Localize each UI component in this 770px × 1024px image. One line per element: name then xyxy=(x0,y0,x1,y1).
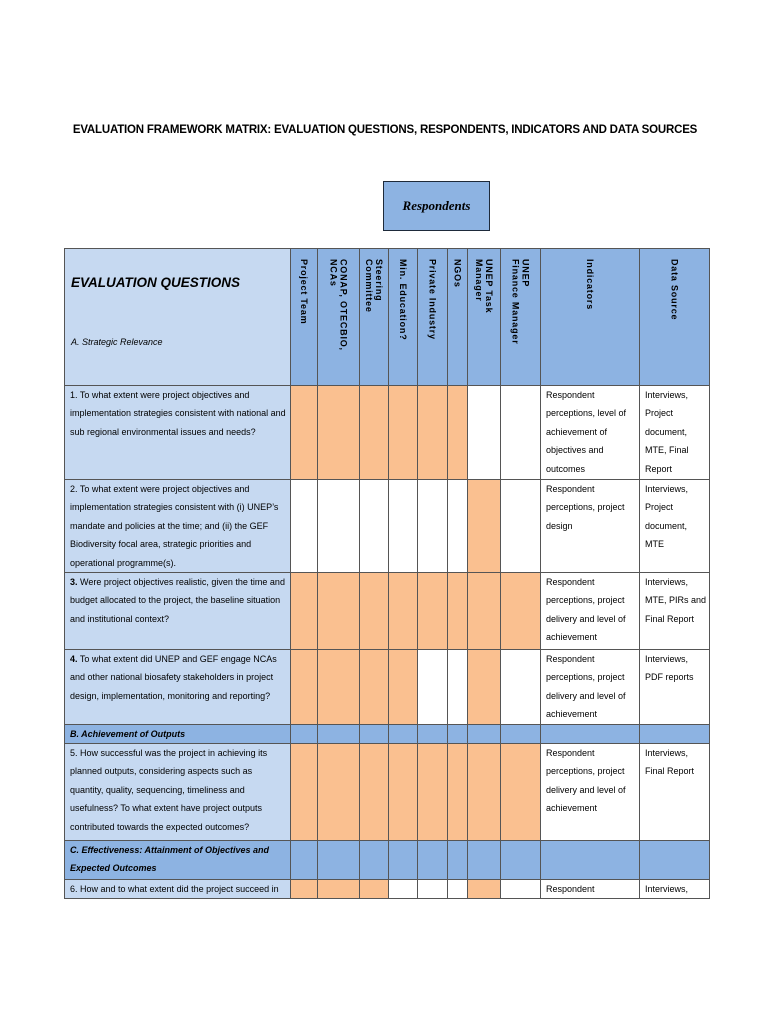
respondent-cell-empty xyxy=(448,880,468,899)
evaluation-matrix-table xyxy=(64,248,710,899)
respondent-cell-marked xyxy=(389,386,418,480)
respondent-cell-marked xyxy=(318,386,360,480)
section-fill-cell xyxy=(640,841,710,880)
respondent-cell-empty xyxy=(389,880,418,899)
respondent-cell-empty xyxy=(501,650,541,725)
respondent-cell-marked xyxy=(360,386,389,480)
respondent-cell-empty xyxy=(418,880,448,899)
section-fill-cell xyxy=(360,841,389,880)
section-fill-cell xyxy=(640,724,710,743)
respondent-cell-marked xyxy=(468,880,501,899)
respondent-cell-marked xyxy=(360,573,389,650)
data-source-cell: Interviews, PDF reports xyxy=(640,650,710,725)
question-cell xyxy=(65,573,291,650)
section-fill-cell xyxy=(448,841,468,880)
respondent-cell-marked xyxy=(389,650,418,725)
respondent-cell-marked xyxy=(291,744,318,841)
indicators-cell: Respondent perceptions, project delivery and level of achievement xyxy=(541,573,640,650)
question-row xyxy=(65,480,710,573)
respondent-cell-empty xyxy=(291,480,318,573)
col-conap-otecbio-ncas: CONAP, OTECBIO, NCAs xyxy=(318,249,360,386)
question-number: 4. xyxy=(70,654,78,665)
col-ngos: NGOs xyxy=(448,249,468,386)
respondent-cell-empty xyxy=(468,386,501,480)
indicators-cell: Respondent xyxy=(541,880,640,899)
section-fill-cell xyxy=(418,841,448,880)
question-text: 1. To what extent were project objectives and implementation strategies consistent with national and sub regional environmental issues and needs? xyxy=(70,390,286,437)
respondent-cell-marked xyxy=(448,573,468,650)
question-cell xyxy=(65,386,291,480)
section-row xyxy=(65,724,710,743)
respondent-cell-marked xyxy=(291,880,318,899)
section-fill-cell xyxy=(468,724,501,743)
col-project-team: Project Team xyxy=(291,249,318,386)
section-fill-cell xyxy=(318,724,360,743)
respondent-cell-marked xyxy=(291,650,318,725)
respondent-cell-marked xyxy=(360,650,389,725)
question-row xyxy=(65,386,710,480)
respondent-cell-empty xyxy=(318,480,360,573)
section-fill-cell xyxy=(318,841,360,880)
section-label: B. Achievement of Outputs xyxy=(65,724,291,743)
respondent-cell-empty xyxy=(501,386,541,480)
respondent-cell-marked xyxy=(318,880,360,899)
respondent-cell-marked xyxy=(448,386,468,480)
respondent-cell-marked xyxy=(360,880,389,899)
indicators-cell: Respondent perceptions, level of achievement of objectives and outcomes xyxy=(541,386,640,480)
data-source-cell: Interviews, Project document, MTE xyxy=(640,480,710,573)
question-row xyxy=(65,880,710,899)
section-fill-cell xyxy=(448,724,468,743)
respondent-cell-empty xyxy=(501,880,541,899)
respondent-cell-marked xyxy=(318,744,360,841)
respondent-cell-marked xyxy=(291,386,318,480)
question-cell xyxy=(65,744,291,841)
respondent-cell-marked xyxy=(291,573,318,650)
indicators-cell: Respondent perceptions, project delivery and level of achievement xyxy=(541,744,640,841)
respondent-cell-empty xyxy=(448,480,468,573)
section-row xyxy=(65,841,710,880)
document-title: EVALUATION FRAMEWORK MATRIX: EVALUATION QUESTIONS, RESPONDENTS, INDICATORS AND DATA SOURCES xyxy=(72,124,698,136)
question-cell xyxy=(65,480,291,573)
evaluation-questions-title: EVALUATION QUESTIONS xyxy=(71,275,241,290)
section-label: C. Effectiveness: Attainment of Objectives and Expected Outcomes xyxy=(65,841,291,880)
respondent-cell-marked xyxy=(360,744,389,841)
data-source-cell: Interviews, MTE, PIRs and Final Report xyxy=(640,573,710,650)
section-fill-cell xyxy=(389,724,418,743)
section-fill-cell xyxy=(360,724,389,743)
question-row xyxy=(65,744,710,841)
col-min-education: Min. Education? xyxy=(389,249,418,386)
section-fill-cell xyxy=(501,724,541,743)
col-data-source: Data Source xyxy=(640,249,710,386)
respondent-cell-marked xyxy=(468,480,501,573)
respondent-cell-empty xyxy=(389,480,418,573)
section-fill-cell xyxy=(541,724,640,743)
respondent-cell-empty xyxy=(501,480,541,573)
respondent-cell-empty xyxy=(418,650,448,725)
question-cell xyxy=(65,880,291,899)
respondent-cell-marked xyxy=(389,573,418,650)
question-row xyxy=(65,573,710,650)
section-fill-cell xyxy=(418,724,448,743)
respondent-cell-marked xyxy=(418,386,448,480)
indicators-cell: Respondent perceptions, project design xyxy=(541,480,640,573)
section-fill-cell xyxy=(501,841,541,880)
respondent-cell-marked xyxy=(501,744,541,841)
respondent-cell-empty xyxy=(418,480,448,573)
respondent-cell-marked xyxy=(468,744,501,841)
col-private-industry: Private Industry xyxy=(418,249,448,386)
col-indicators: Indicators xyxy=(541,249,640,386)
question-text: 6. How and to what extent did the project succeed in xyxy=(70,884,279,895)
question-text: 5. How successful was the project in achieving its planned outputs, considering aspects such as quantity, quality, sequencing, timeliness and usefulness? To what extent have project outputs contributed towards the expected outcomes? xyxy=(70,748,268,832)
section-fill-cell xyxy=(291,841,318,880)
section-fill-cell xyxy=(541,841,640,880)
section-fill-cell xyxy=(291,724,318,743)
respondent-cell-marked xyxy=(418,744,448,841)
questions-header-cell xyxy=(65,249,291,386)
data-source-cell: Interviews, Final Report xyxy=(640,744,710,841)
question-cell xyxy=(65,650,291,725)
respondent-cell-empty xyxy=(360,480,389,573)
respondent-cell-marked xyxy=(389,744,418,841)
respondent-cell-marked xyxy=(448,744,468,841)
question-text: To what extent did UNEP and GEF engage NCAs and other national biosafety stakeholders in project design, implementation, monitoring and reporting? xyxy=(70,654,277,701)
respondent-cell-marked xyxy=(468,573,501,650)
respondent-cell-marked xyxy=(318,573,360,650)
respondent-cell-empty xyxy=(448,650,468,725)
indicators-cell: Respondent perceptions, project delivery and level of achievement xyxy=(541,650,640,725)
respondent-cell-marked xyxy=(501,573,541,650)
respondent-cell-marked xyxy=(468,650,501,725)
section-fill-cell xyxy=(468,841,501,880)
section-fill-cell xyxy=(389,841,418,880)
respondent-cell-marked xyxy=(418,573,448,650)
question-row xyxy=(65,650,710,725)
question-number: 3. xyxy=(70,577,78,588)
col-unep-task-manager: UNEP Task Manager xyxy=(468,249,501,386)
respondents-header-box xyxy=(383,181,490,231)
respondents-label: Respondents xyxy=(402,198,471,213)
header-row xyxy=(65,249,710,386)
col-steering-committee: Steering Committee xyxy=(360,249,389,386)
respondent-cell-marked xyxy=(318,650,360,725)
question-text: Were project objectives realistic, given the time and budget allocated to the project, the baseline situation and institutional context? xyxy=(70,577,285,624)
data-source-cell: Interviews, xyxy=(640,880,710,899)
data-source-cell: Interviews, Project document, MTE, Final Report xyxy=(640,386,710,480)
section-a-label: A. Strategic Relevance xyxy=(71,337,163,347)
col-unep-finance-manager: UNEP Finance Manager xyxy=(501,249,541,386)
question-text: 2. To what extent were project objectives and implementation strategies consistent with (i) UNEP’s mandate and policies at the time; and (ii) the GEF Biodiversity focal area, strategic priorities and operational programme(s). xyxy=(70,484,279,568)
